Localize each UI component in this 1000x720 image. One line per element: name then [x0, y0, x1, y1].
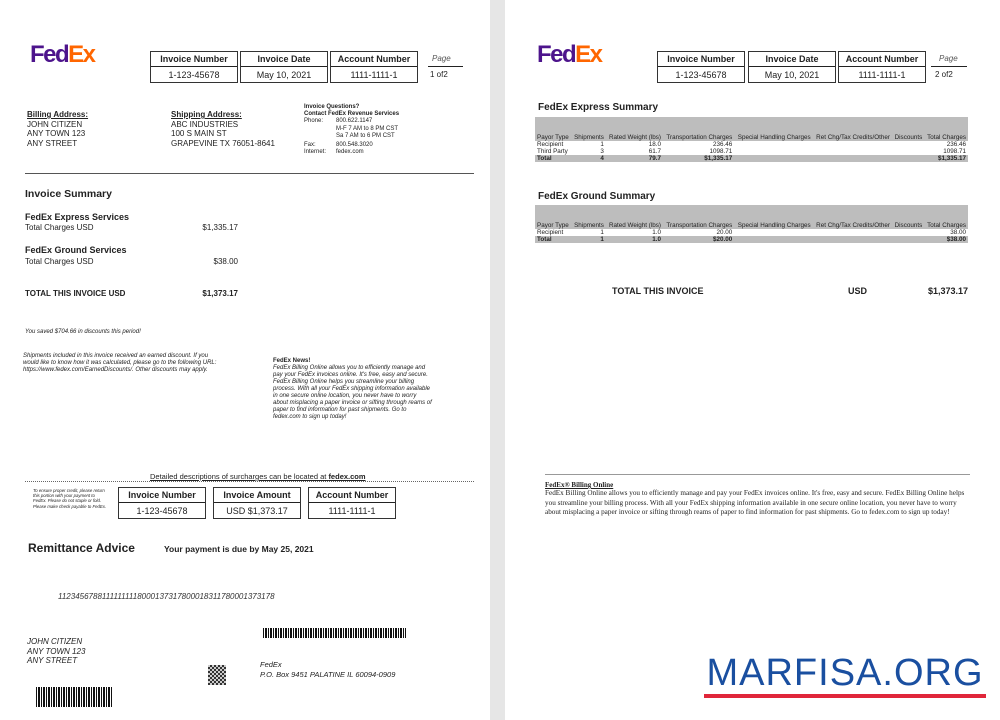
column-header: Shipments [571, 205, 605, 229]
column-header: Total Charges [924, 205, 968, 229]
cell: Total [535, 236, 571, 243]
value: 1-123-45678 [168, 70, 220, 80]
hours: Sa 7 AM to 6 PM CST [336, 132, 395, 139]
cell [892, 236, 924, 243]
line: ANY STREET [27, 656, 78, 665]
line: JOHN CITIZEN [27, 637, 83, 646]
billing-online-title: FedEx® Billing Online [545, 481, 614, 489]
express-label: Total Charges USD [25, 223, 94, 232]
logo-fed: Fed [537, 41, 576, 68]
barcode [36, 687, 113, 707]
cell [892, 229, 924, 236]
column-header: Transportation Charges [663, 117, 734, 141]
cell: 1.0 [606, 236, 663, 243]
cell: 1098.71 [709, 148, 733, 155]
page-value: 1 of2 [430, 70, 448, 79]
column-header: Payor Type [535, 117, 571, 141]
ground-title: FedEx Ground Services [25, 245, 127, 255]
column-header: Payor Type [535, 205, 571, 229]
cell: 1 [600, 229, 604, 236]
cell: Total [535, 155, 571, 162]
watermark [700, 652, 990, 698]
page-value: 2 of2 [935, 70, 953, 79]
label: Account Number [839, 52, 925, 67]
internet-label: Internet: [304, 149, 327, 156]
divider [25, 173, 474, 174]
savings-note: You saved $704.66 in discounts this period! [25, 329, 141, 335]
account-number-box [330, 51, 418, 83]
line: 100 S MAIN ST [171, 129, 227, 138]
remit-invoice-number-box [118, 487, 206, 519]
billing-online-body: FedEx Billing Online allows you to efficiently manage and pay your FedEx invoices online. It's free, easy and secure. FedEx Billing Online helps you streamline your billing process. With all your FedEx shipping information available in one secure online location, you never have to worry about misplacing a paper invoice or sifting through reams of paper to find information for past shipments. Go to fedex.com to sign up today! [545, 489, 965, 516]
remittance-title: Remittance Advice [28, 541, 135, 555]
table-row [535, 141, 968, 148]
express-summary-title: FedEx Express Summary [538, 102, 659, 113]
cell: 38.00 [950, 229, 966, 236]
label: Account Number [309, 488, 395, 503]
payee-address [260, 660, 395, 679]
fax-label: Fax: [304, 142, 316, 149]
line: ANY STREET [27, 138, 78, 148]
ground-value: $38.00 [213, 257, 238, 266]
logo-fed: Fed [30, 41, 69, 68]
column-header: Special Handling Charges [734, 117, 812, 141]
value: May 10, 2021 [256, 70, 312, 80]
cell: 1 [571, 236, 605, 243]
value: 1-123-45678 [675, 70, 727, 80]
due-date: Your payment is due by May 25, 2021 [164, 544, 314, 554]
cell [813, 229, 892, 236]
express-summary-table [535, 117, 968, 162]
header-row [535, 117, 968, 141]
tear-line [25, 481, 474, 482]
invoice-summary-title: Invoice Summary [25, 188, 112, 200]
cell: 61.7 [648, 148, 661, 155]
surcharge-text: Detailed descriptions of surcharges can be located at [150, 472, 329, 481]
column-header: Rated Weight (lbs) [606, 205, 663, 229]
cell: 18.0 [648, 141, 661, 148]
cell: 20.00 [716, 229, 733, 236]
total-value: $1,373.17 [202, 289, 238, 298]
value: May 10, 2021 [764, 70, 820, 80]
total-row [535, 155, 968, 162]
column-header: Total Charges [924, 117, 968, 141]
line: GRAPEVINE TX 76051-8641 [171, 138, 275, 148]
ground-summary-table [535, 205, 968, 243]
remit-note: To ensure proper credit, please return this portion with your payment to FedEx. Please do not staple or fold. Please make check payable to FedEx. [33, 488, 107, 509]
fax: 800.548.3020 [336, 142, 373, 149]
fedex-logo [537, 41, 602, 69]
line: P.O. Box 9451 PALATINE IL 60094-0909 [260, 669, 396, 679]
label: Invoice Date [749, 52, 835, 67]
fedex-link[interactable]: fedex.com [328, 472, 366, 481]
express-title: FedEx Express Services [25, 212, 130, 222]
cell: 3 [600, 148, 604, 155]
column-header: Rated Weight (lbs) [606, 117, 663, 141]
total-row [535, 236, 968, 243]
label: Invoice Date [241, 52, 327, 67]
watermark-underline [704, 694, 986, 698]
page-label: Page [432, 54, 451, 63]
total-label: TOTAL THIS INVOICE USD [25, 289, 126, 298]
cell: Recipient [537, 229, 564, 236]
line: ABC INDUSTRIES [171, 119, 239, 129]
line: ANY TOWN 123 [27, 129, 86, 138]
qr-code [208, 665, 226, 685]
account-number-box [838, 51, 926, 83]
invoice-page-1 [0, 0, 490, 720]
hours: M-F 7 AM to 8 PM CST [336, 125, 399, 132]
shipping-address [171, 110, 275, 148]
page-label: Page [939, 54, 958, 63]
cell: $1,335.17 [924, 155, 968, 162]
column-header: Discounts [892, 117, 924, 141]
value: 1111-1111-1 [858, 70, 906, 80]
express-value: $1,335.17 [202, 223, 238, 232]
label: Invoice Number [119, 488, 205, 503]
total-label: TOTAL THIS INVOICE [612, 286, 704, 296]
shipping-label: Shipping Address: [171, 110, 242, 119]
remit-account-number-box [308, 487, 396, 519]
table-row [535, 229, 968, 236]
cell: 1 [600, 141, 604, 148]
fedex-logo [30, 41, 95, 69]
cell: 4 [571, 155, 605, 162]
label: Invoice Number [151, 52, 237, 67]
cell: Recipient [537, 141, 564, 148]
value: 1-123-45678 [136, 506, 188, 516]
cell [734, 229, 812, 236]
ground-label: Total Charges USD [25, 257, 94, 266]
column-header: Ret Chg/Tax Credits/Other [813, 205, 892, 229]
phone-label: Phone: [304, 118, 324, 125]
cell [734, 141, 812, 148]
line: FedEx [260, 660, 282, 669]
cell [813, 141, 892, 148]
table-row [535, 148, 968, 155]
cell [734, 236, 812, 243]
total-value: $1,373.17 [927, 286, 968, 296]
internet-link[interactable]: fedex.com [336, 149, 364, 156]
column-header: Discounts [892, 205, 924, 229]
value: USD $1,373.17 [226, 506, 288, 516]
invoice-number-box [657, 51, 745, 83]
cell: 1.0 [652, 229, 661, 236]
invoice-date-box [240, 51, 328, 83]
label: Invoice Number [658, 52, 744, 67]
column-header: Ret Chg/Tax Credits/Other [813, 117, 892, 141]
cell: 236.46 [713, 141, 733, 148]
news-title: FedEx News! [273, 358, 311, 364]
cell: Third Party [537, 148, 568, 155]
postal-barcode [263, 628, 406, 638]
phone: 800.622.1147 [336, 118, 373, 125]
cell [813, 155, 892, 162]
billing-address [27, 110, 88, 148]
cell: 79.7 [606, 155, 663, 162]
value: 1111-1111-1 [328, 506, 376, 516]
contact-info [304, 104, 434, 156]
cell: $1,335.17 [663, 155, 734, 162]
cell [813, 148, 892, 155]
cell: 1098.71 [943, 148, 966, 155]
divider [931, 66, 967, 67]
remit-invoice-amount-box [213, 487, 301, 519]
label: Invoice Amount [214, 488, 300, 503]
divider [545, 474, 970, 475]
cell: $20.00 [663, 236, 734, 243]
invoice-date-box [748, 51, 836, 83]
billing-label: Billing Address: [27, 110, 89, 119]
line: ANY TOWN 123 [27, 646, 86, 656]
value: 1111-1111-1 [350, 70, 398, 80]
cell [813, 236, 892, 243]
column-header: Transportation Charges [663, 205, 734, 229]
cell [892, 155, 924, 162]
total-currency: USD [848, 286, 868, 296]
divider [428, 66, 463, 67]
watermark-text: MARFISA.ORG [706, 652, 984, 694]
column-header: Special Handling Charges [734, 205, 812, 229]
cell [892, 141, 924, 148]
contact-subtitle: Contact FedEx Revenue Services [304, 111, 400, 118]
logo-ex: Ex [68, 41, 95, 68]
ground-summary-title: FedEx Ground Summary [538, 191, 656, 202]
invoice-number-box [150, 51, 238, 83]
discount-note: Shipments included in this invoice received an earned discount. If you would like to know how it was calculated, please go to the following URL: https://www.fedex.com/EarnedDiscounts/. Other discounts may apply. [23, 353, 217, 373]
line: JOHN CITIZEN [27, 119, 83, 129]
cell [892, 148, 924, 155]
cell [734, 148, 812, 155]
customer-address [27, 637, 85, 666]
label: Account Number [331, 52, 417, 67]
scanline: 11234567881111111118000137317800018311780001373178 [58, 592, 275, 601]
logo-ex: Ex [575, 41, 602, 68]
surcharge-note [150, 472, 366, 481]
news-body: FedEx Billing Online allows you to efficiently manage and pay your FedEx invoices online. It's free, easy and secure. FedEx Billing Online helps you streamline your billing process. With all your FedEx shipping information available in one secure online location, you never have to worry about misplacing a paper invoice or sifting through reams of paper to find information for past shipments. Go to fedex.com to sign up today! [273, 365, 432, 420]
cell [734, 155, 812, 162]
column-header: Shipments [571, 117, 605, 141]
cell: 236.46 [946, 141, 966, 148]
contact-title: Invoice Questions? [304, 104, 360, 110]
cell: $38.00 [924, 236, 968, 243]
header-row [535, 205, 968, 229]
